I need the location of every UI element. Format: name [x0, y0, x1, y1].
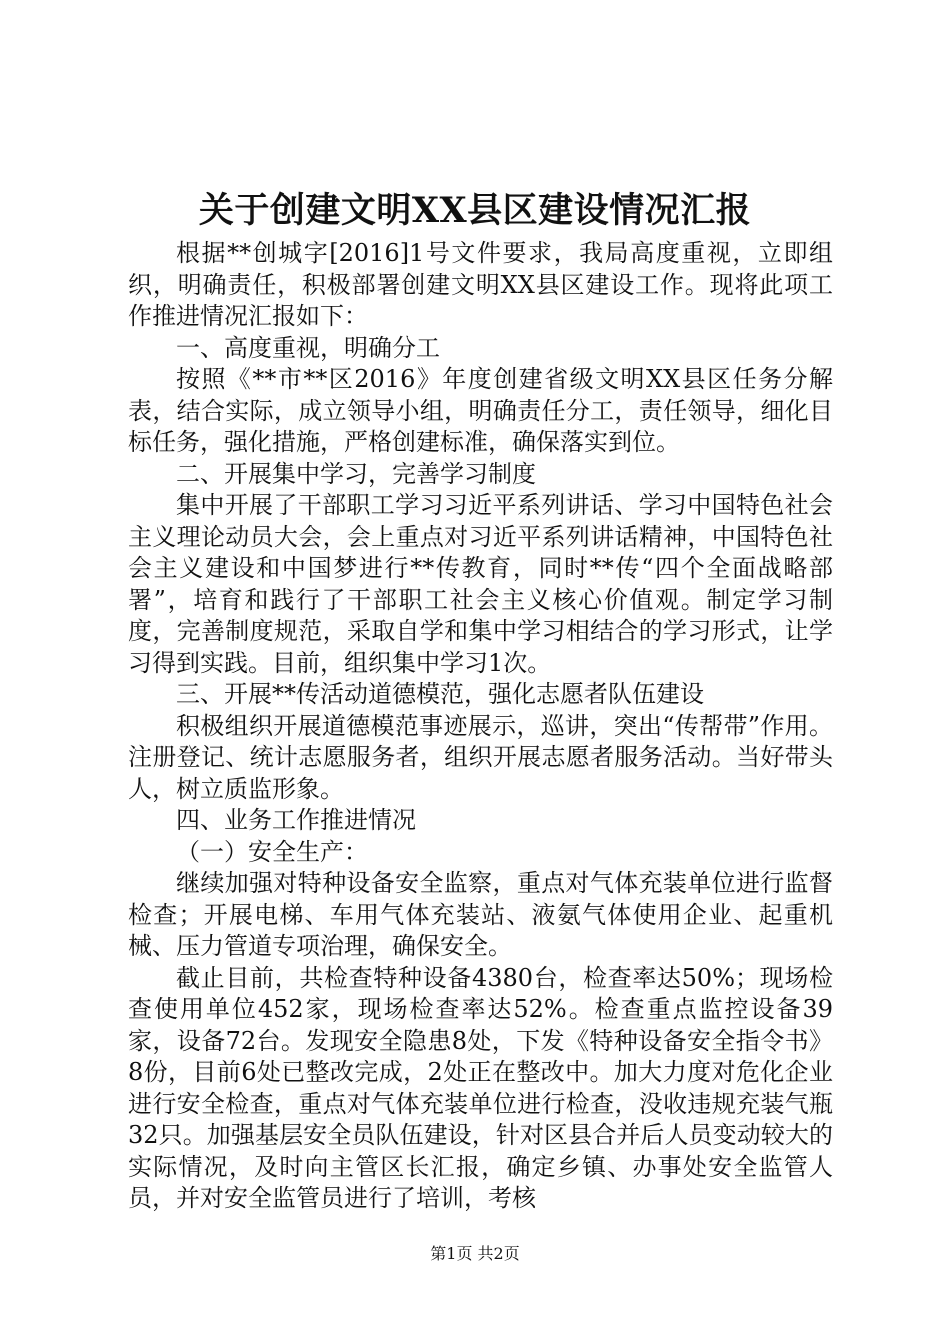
- section-heading-4: 四、业务工作推进情况: [176, 806, 416, 834]
- paragraph-safety-1: 继续加强对特种设备安全监察，重点对气体充装单位进行监督检查；开展电梯、车用气体充装站、液氨气体使用企业、起重机械、压力管道专项治理，确保安全。: [128, 869, 833, 960]
- paragraph-safety-2: 截止目前，共检查特种设备4380台，检查率达50%；现场检查使用单位452家，现场检查率达52%。检查重点监控设备39家，设备72台。发现安全隐患8处，下发《特种设备安全指令书》8份，目前6处已整改完成，2处正在整改中。加大力度对危化企业进行安全检查，重点对气体充装单位进行检查，没收违规充装气瓶32只。加强基层安全员队伍建设，针对区县合并后人员变动较大的实际情况，及时向主管区长汇报，确定乡镇、办事处安全监管人员，并对安全监管员进行了培训，考核: [128, 963, 833, 1212]
- paragraph-section-2: 集中开展了干部职工学习习近平系列讲话、学习中国特色社会主义理论动员大会，会上重点对习近平系列讲话精神，中国特色社会主义建设和中国梦进行**传教育，同时**传“四个全面战略部署”，培育和践行了干部职工社会主义核心价值观。制定学习制度，完善制度规范，采取自学和集中学习相结合的学习形式，让学习得到实践。目前，组织集中学习1次。: [128, 491, 833, 677]
- paragraph-section-1: 按照《**市**区2016》年度创建省级文明XX县区任务分解表，结合实际，成立领导小组，明确责任分工，责任领导，细化目标任务，强化措施，严格创建标准，确保落实到位。: [128, 365, 833, 456]
- section-heading-3: 三、开展**传活动道德模范，强化志愿者队伍建设: [176, 680, 704, 708]
- paragraph-intro: 根据**创城字[2016]1号文件要求，我局高度重视，立即组织，明确责任，积极部署创建文明XX县区建设工作。现将此项工作推进情况汇报如下：: [128, 239, 833, 330]
- section-heading-1: 一、高度重视，明确分工: [176, 333, 440, 362]
- page-number-footer: 第1页 共2页: [430, 1244, 520, 1263]
- subsection-heading-1: （一）安全生产：: [176, 837, 368, 866]
- document-body: [128, 238, 833, 1215]
- section-heading-2: 二、开展集中学习，完善学习制度: [176, 459, 536, 488]
- document-title: 关于创建文明XX县区建设情况汇报: [198, 190, 752, 231]
- paragraph-section-3: 积极组织开展道德模范事迹展示，巡讲，突出“传帮带”作用。注册登记、统计志愿服务者，组织开展志愿者服务活动。当好带头人，树立质监形象。: [128, 711, 833, 803]
